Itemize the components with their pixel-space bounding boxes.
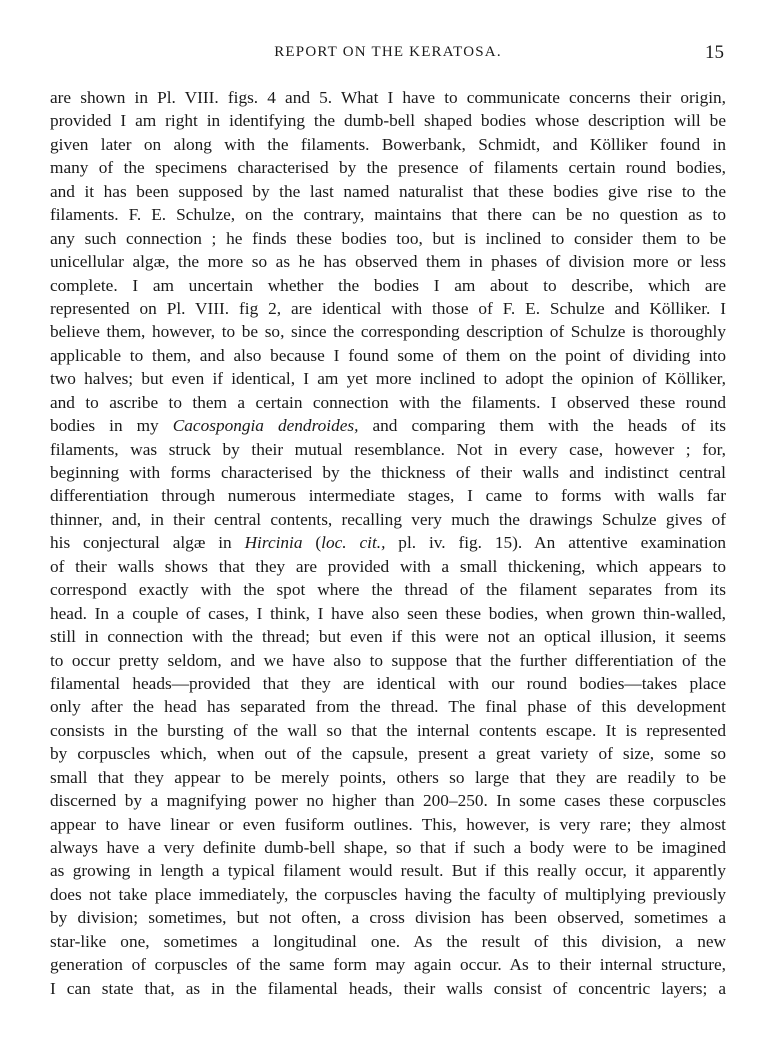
text-segment: only after the head has separated from the thread. The final phase of this development — [50, 697, 726, 717]
text-segment: unicellular algæ, the more so as he has observed them in phases of division more or less — [50, 252, 726, 272]
text-line — [50, 227, 726, 250]
text-line — [50, 250, 726, 273]
text-line — [50, 813, 726, 836]
text-segment: and comparing them with the heads of its — [358, 416, 726, 436]
text-line — [50, 297, 726, 320]
text-line — [50, 438, 726, 461]
text-line — [50, 508, 726, 531]
italic-text: loc. cit., — [321, 533, 386, 553]
text-line — [50, 953, 726, 976]
text-segment: ( — [302, 533, 322, 553]
text-segment: small that they appear to be merely points, others so large that they are readily to be — [50, 767, 726, 787]
text-line — [50, 109, 726, 132]
text-line — [50, 789, 726, 812]
text-line — [50, 977, 726, 1000]
text-segment: are shown in Pl. VIII. figs. 4 and 5. What I have to communicate concerns their origin, — [50, 88, 726, 107]
text-line — [50, 672, 726, 695]
text-line — [50, 484, 726, 507]
text-line — [50, 906, 726, 929]
text-segment: appear to have linear or even fusiform outlines. This, however, is very rare; they almost — [50, 814, 726, 834]
text-segment: filaments, was struck by their mutual resemblance. Not in every case, however ; for, — [50, 439, 726, 459]
page-header — [50, 44, 726, 68]
text-segment: generation of corpuscles of the same form may again occur. As to their internal structure, — [50, 955, 726, 975]
text-segment: star-like one, sometimes a longitudinal one. As the result of this division, a new — [50, 931, 726, 951]
text-line — [50, 883, 726, 906]
text-line — [50, 86, 726, 109]
text-segment: does not take place immediately, the corpuscles having the faculty of multiplying previously — [50, 884, 726, 904]
text-line — [50, 742, 726, 765]
text-segment: his conjectural algæ in — [50, 533, 245, 553]
text-segment: filamental heads—provided that they are identical with our round bodies—takes place — [50, 673, 726, 693]
text-segment: differentiation through numerous intermediate stages, I came to forms with walls far — [50, 486, 726, 506]
text-segment: given later on along with the filaments. Bowerbank, Schmidt, and Kölliker found in — [50, 134, 726, 154]
page-number: 15 — [705, 42, 724, 63]
text-segment: as growing in length a typical filament would result. But if this really occur, it apparently — [50, 861, 726, 881]
text-segment: applicable to them, and also because I found some of them on the point of dividing into — [50, 345, 726, 365]
text-line — [50, 344, 726, 367]
text-line — [50, 930, 726, 953]
text-segment: by division; sometimes, but not often, a cross division has been observed, sometimes a — [50, 908, 726, 928]
text-line — [50, 203, 726, 226]
text-segment: and to ascribe to them a certain connection with the filaments. I observed these round — [50, 392, 726, 412]
text-line — [50, 320, 726, 343]
text-segment: bodies in my — [50, 416, 173, 436]
text-line — [50, 531, 726, 554]
italic-text: Hircinia — [244, 533, 303, 553]
text-segment: two halves; but even if identical, I am yet more inclined to adopt the opinion of Kölliker, — [50, 369, 726, 389]
text-line — [50, 719, 726, 742]
text-segment: believe them, however, to be so, since the corresponding description of Schulze is thoroughly — [50, 322, 726, 342]
text-line — [50, 461, 726, 484]
text-line — [50, 859, 726, 882]
text-segment: provided I am right in identifying the dumb-bell shaped bodies whose description will be — [50, 111, 726, 131]
text-segment: thinner, and, in their central contents, recalling very much the drawings Schulze gives of — [50, 509, 726, 529]
body-paragraph — [50, 86, 726, 1000]
text-segment: filaments. F. E. Schulze, on the contrary, maintains that there can be no question as to — [50, 205, 726, 225]
text-line — [50, 578, 726, 601]
text-line — [50, 367, 726, 390]
text-segment: and it has been supposed by the last named naturalist that these bodies give rise to the — [50, 181, 726, 201]
text-segment: represented on Pl. VIII. fig 2, are identical with those of F. E. Schulze and Kölliker. I — [50, 298, 726, 318]
text-segment: consists in the bursting of the wall so that the internal contents escape. It is represented — [50, 720, 726, 740]
text-segment: correspond exactly with the spot where the thread of the filament separates from its — [50, 580, 726, 600]
text-line — [50, 180, 726, 203]
text-segment: any such connection ; he finds these bodies too, but is inclined to consider them to be — [50, 228, 726, 248]
text-segment: head. In a couple of cases, I think, I have also seen these bodies, when grown thin-walled, — [50, 603, 726, 623]
text-line — [50, 695, 726, 718]
text-line — [50, 555, 726, 578]
text-line — [50, 766, 726, 789]
text-line — [50, 414, 726, 437]
text-line — [50, 625, 726, 648]
text-line — [50, 156, 726, 179]
text-segment: discerned by a magnifying power no higher than 200–250. In some cases these corpuscles — [50, 791, 726, 811]
text-segment: of their walls shows that they are provided with a small thickening, which appears to — [50, 556, 726, 576]
text-segment: beginning with forms characterised by the thickness of their walls and indistinct central — [50, 463, 726, 482]
text-line — [50, 133, 726, 156]
running-title: REPORT ON THE KERATOSA. — [274, 44, 502, 60]
text-line — [50, 274, 726, 297]
text-segment: I can state that, as in the filamental heads, their walls consist of concentric layers; a — [50, 978, 726, 998]
text-segment: still in connection with the thread; but even if this were not an optical illusion, it seems — [50, 627, 726, 647]
text-segment: complete. I am uncertain whether the bodies I am about to describe, which are — [50, 275, 726, 295]
text-segment: to occur pretty seldom, and we have also to suppose that the further differentiation of the — [50, 650, 726, 670]
text-segment: always have a very definite dumb-bell shape, so that if such a body were to be imagined — [50, 838, 726, 857]
text-line — [50, 391, 726, 414]
text-segment: many of the specimens characterised by the presence of filaments certain round bodies, — [50, 158, 726, 178]
italic-text: Cacospongia dendroides, — [172, 416, 359, 436]
text-segment: pl. iv. fig. 15). An attentive examination — [385, 533, 727, 553]
text-segment: by corpuscles which, when out of the capsule, present a great variety of size, some so — [50, 744, 726, 764]
text-line — [50, 836, 726, 859]
text-line — [50, 649, 726, 672]
text-line — [50, 602, 726, 625]
